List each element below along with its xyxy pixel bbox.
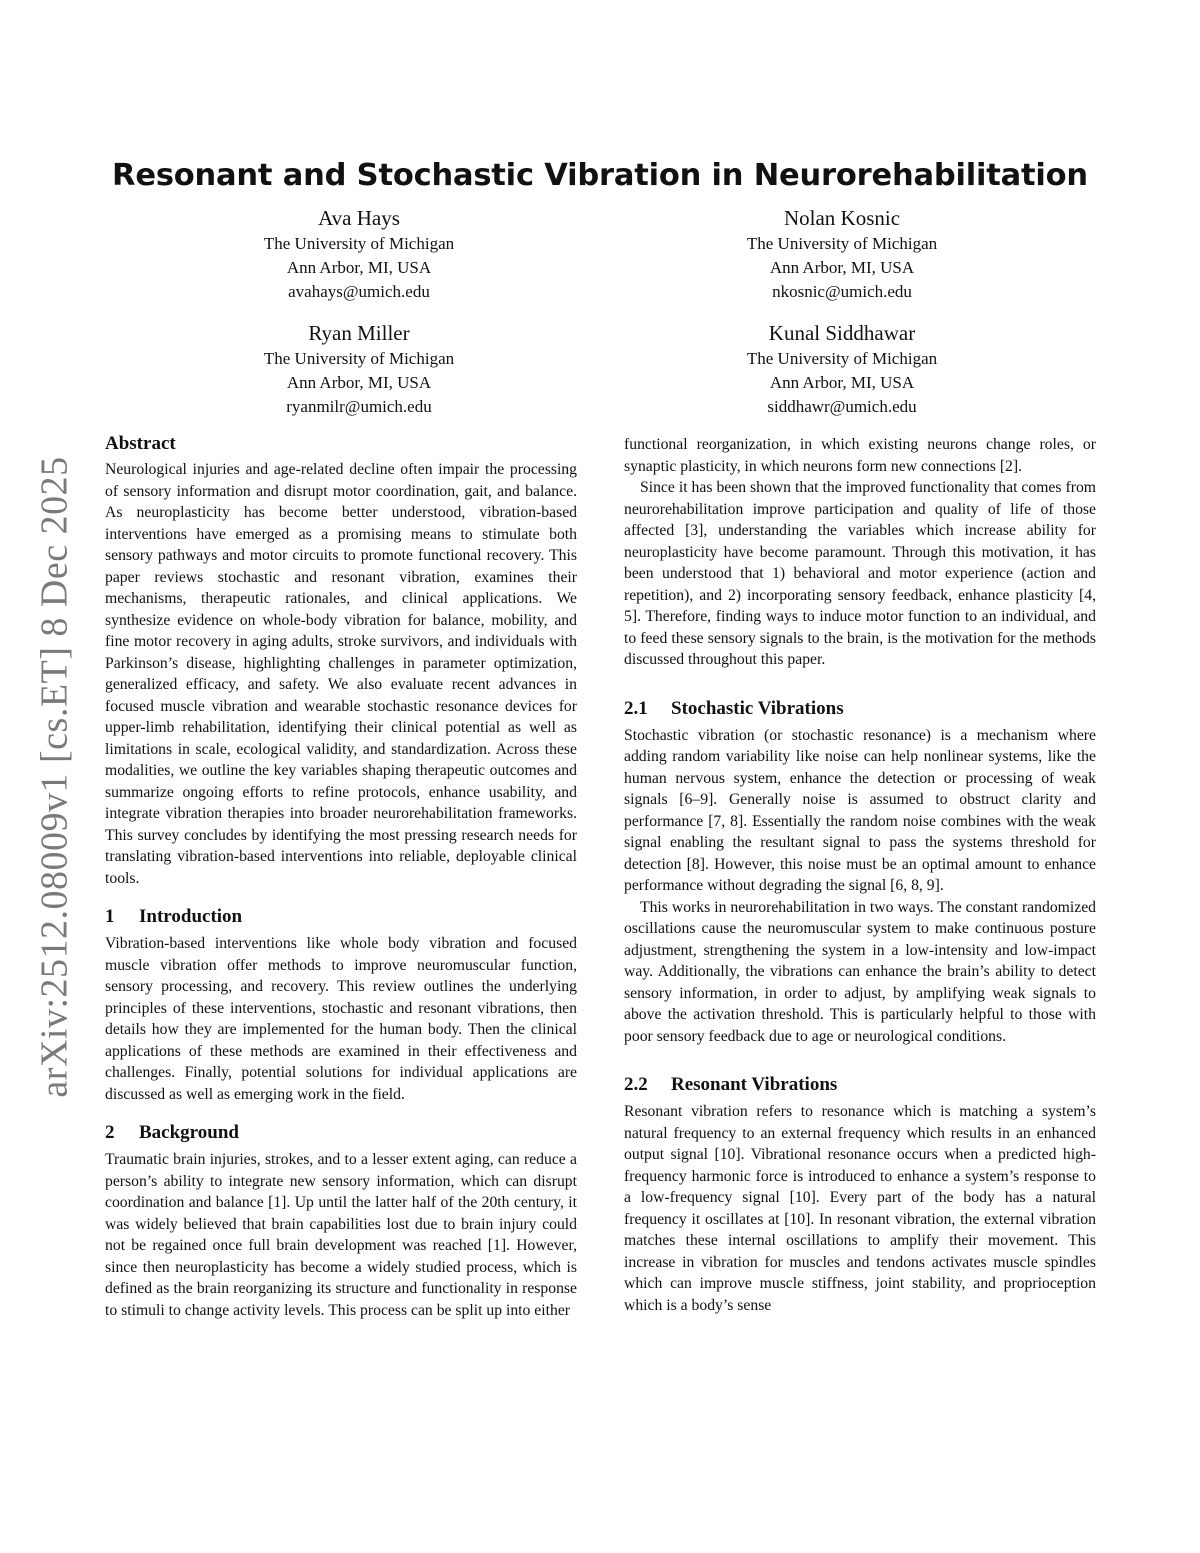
author-block — [189, 205, 529, 304]
introduction-text: Vibration-based interventions like whole body vibration and focused muscle vibration offer methods to improve neuromuscular function, sensory processing, and recovery. This review outlines the underlying principles of these interventions, stochastic and resonant vibrations, then details how they are implemented for the human body. Then the clinical applications of these methods are examined in their effectiveness and challenges. Finally, potential solutions for individual applications are discussed as well as emerging work in the field. — [105, 935, 577, 1103]
author-affiliation: The University of Michigan — [263, 234, 455, 253]
stochastic-paragraph: This works in neurorehabilitation in two ways. The constant randomized oscillations cause the neuromuscular system to make continuous posture adjustment, strengthening the system in a low-intensity and low-impact way. Additionally, the vibrations can enhance the brain’s ability to detect sensory information, in order to adjust, by amplifying weak signals to above the activation threshold. This is particularly helpful to those with poor sensory feedback due to age or neurological conditions. — [624, 898, 1096, 1045]
author-affiliation: The University of Michigan — [746, 234, 938, 253]
author-name: Ava Hays — [318, 206, 400, 230]
author-name: Ryan Miller — [308, 321, 410, 345]
arxiv-id-text: arXiv:2512.08009v1 [cs.ET] 8 Dec 2025 — [34, 455, 77, 1098]
author-location: Ann Arbor, MI, USA — [769, 373, 915, 392]
author-affiliation: The University of Michigan — [263, 349, 455, 368]
author-block — [672, 205, 1012, 304]
section-title: Introduction — [139, 906, 243, 927]
section-number: 2 — [105, 1122, 115, 1143]
background-paragraph: Since it has been shown that the improved functionality that comes from neurorehabilitation improve participation and quality of life of those affected [3], understanding the variables which increase ability for neuroplasticity have become paramount. Through this motivation, it has been understood that 1) behavioral and motor experience (action and repetition), and 2) incorporating sensory feedback, enhance plasticity [4, 5]. Therefore, finding ways to induce motor function to an individual, and to feed these sensory signals to the brain, is the motivation for the methods discussed throughout this paper. — [624, 479, 1096, 668]
stochastic-paragraph: Stochastic vibration (or stochastic resonance) is a mechanism where adding random variability like noise can help nonlinear systems, like the human nervous system, enhance the detection or processing of weak signals [6–9]. Generally noise is assumed to obstruct clarity and performance [7, 8]. Essentially the random noise combines with the weak signal enabling the resultant signal to pass the systems threshold for detection [8]. However, this noise must be an optimal amount to enhance performance without degrading the signal [6, 8, 9]. — [624, 726, 1096, 894]
section-heading-resonant-vibrations — [624, 1073, 1096, 1097]
section-number: 2.1 — [624, 697, 648, 719]
author-block — [189, 320, 529, 419]
section-heading-stochastic-vibrations — [624, 697, 1096, 721]
author-name: Kunal Siddhawar — [768, 321, 916, 345]
author-email: siddhawr@umich.edu — [767, 397, 917, 416]
abstract-heading: Abstract — [105, 433, 176, 454]
background-paragraph-continued: functional reorganization, in which existing neurons change roles, or synaptic plasticity, in which neurons form new connections [2]. — [624, 436, 1096, 475]
background-paragraph: Traumatic brain injuries, strokes, and to a lesser extent aging, can reduce a person’s ability to integrate new sensory information, which can disrupt coordination and balance [1]. Up until the latter half of the 20th century, it was widely believed that brain capabilities lost due to brain injury could not be regained once full brain development was reached [1]. However, since then neuroplasticity has become a widely studied process, which is defined as the brain reorganizing its structure and functionality in response to stimuli to change activity levels. This process can be split up into either — [105, 1151, 577, 1319]
author-affiliation: The University of Michigan — [746, 349, 938, 368]
abstract-text: Neurological injuries and age-related decline often impair the processing of sensory information and disrupt motor coordination, gait, and balance. As neuroplasticity has become better understood, vibration-based interventions have emerged as a promising means to stimulate both sensory pathways and motor circuits to promote functional recovery. This paper reviews stochastic and resonant vibration, examines their mechanisms, therapeutic rationales, and clinical applications. We synthesize evidence on whole-body vibration for balance, mobility, and fine motor recovery in aging adults, stroke survivors, and individuals with Parkinson’s disease, highlighting challenges in parameter optimization, generalized efficacy, and safety. We also evaluate recent advances in focused muscle vibration and wearable stochastic resonance devices for upper-limb rehabilitation, identifying their clinical potential as well as limitations in scale, ecological validity, and standardization. Across these modalities, we outline the key variables shaping therapeutic outcomes and summarize ongoing efforts to refine protocols, enhance usability, and integrate vibration therapies into broader neurorehabilitation frameworks. This survey concludes by identifying the most pressing research needs for translating vibration-based interventions into reliable, deployable clinical tools. — [105, 461, 577, 887]
section-title: Background — [139, 1122, 239, 1143]
author-email: ryanmilr@umich.edu — [286, 397, 432, 416]
paper-title: Resonant and Stochastic Vibration in Neurorehabilitation — [112, 158, 1088, 193]
section-heading-introduction — [105, 905, 577, 929]
author-name: Nolan Kosnic — [783, 206, 901, 230]
section-title: Resonant Vibrations — [671, 1074, 838, 1095]
author-location: Ann Arbor, MI, USA — [286, 258, 432, 277]
right-column — [624, 434, 1096, 1316]
left-column — [105, 432, 577, 1321]
section-number: 1 — [105, 906, 115, 927]
author-email: avahays@umich.edu — [288, 282, 430, 301]
section-title: Stochastic Vibrations — [671, 697, 844, 719]
author-block — [672, 320, 1012, 419]
section-heading-background — [105, 1121, 577, 1145]
resonant-paragraph: Resonant vibration refers to resonance which is matching a system’s natural frequency to an external frequency which results in an enhanced output signal [10]. Vibrational resonance occurs when a predicted high-frequency harmonic force is introduced to enhance a system’s response to a low-frequency signal [10]. Every part of the body has a natural frequency it oscillates at [10]. In resonant vibration, the external vibration matches these internal oscillations to amplify their movement. This increase in vibration for muscles and tendons activates muscle spindles which can improve muscle stiffness, joint stability, and proprioception which is a body’s sense — [624, 1103, 1096, 1314]
author-location: Ann Arbor, MI, USA — [286, 373, 432, 392]
author-location: Ann Arbor, MI, USA — [769, 258, 915, 277]
arxiv-identifier — [30, 444, 80, 1109]
author-email: nkosnic@umich.edu — [772, 282, 912, 301]
section-number: 2.2 — [624, 1074, 648, 1095]
